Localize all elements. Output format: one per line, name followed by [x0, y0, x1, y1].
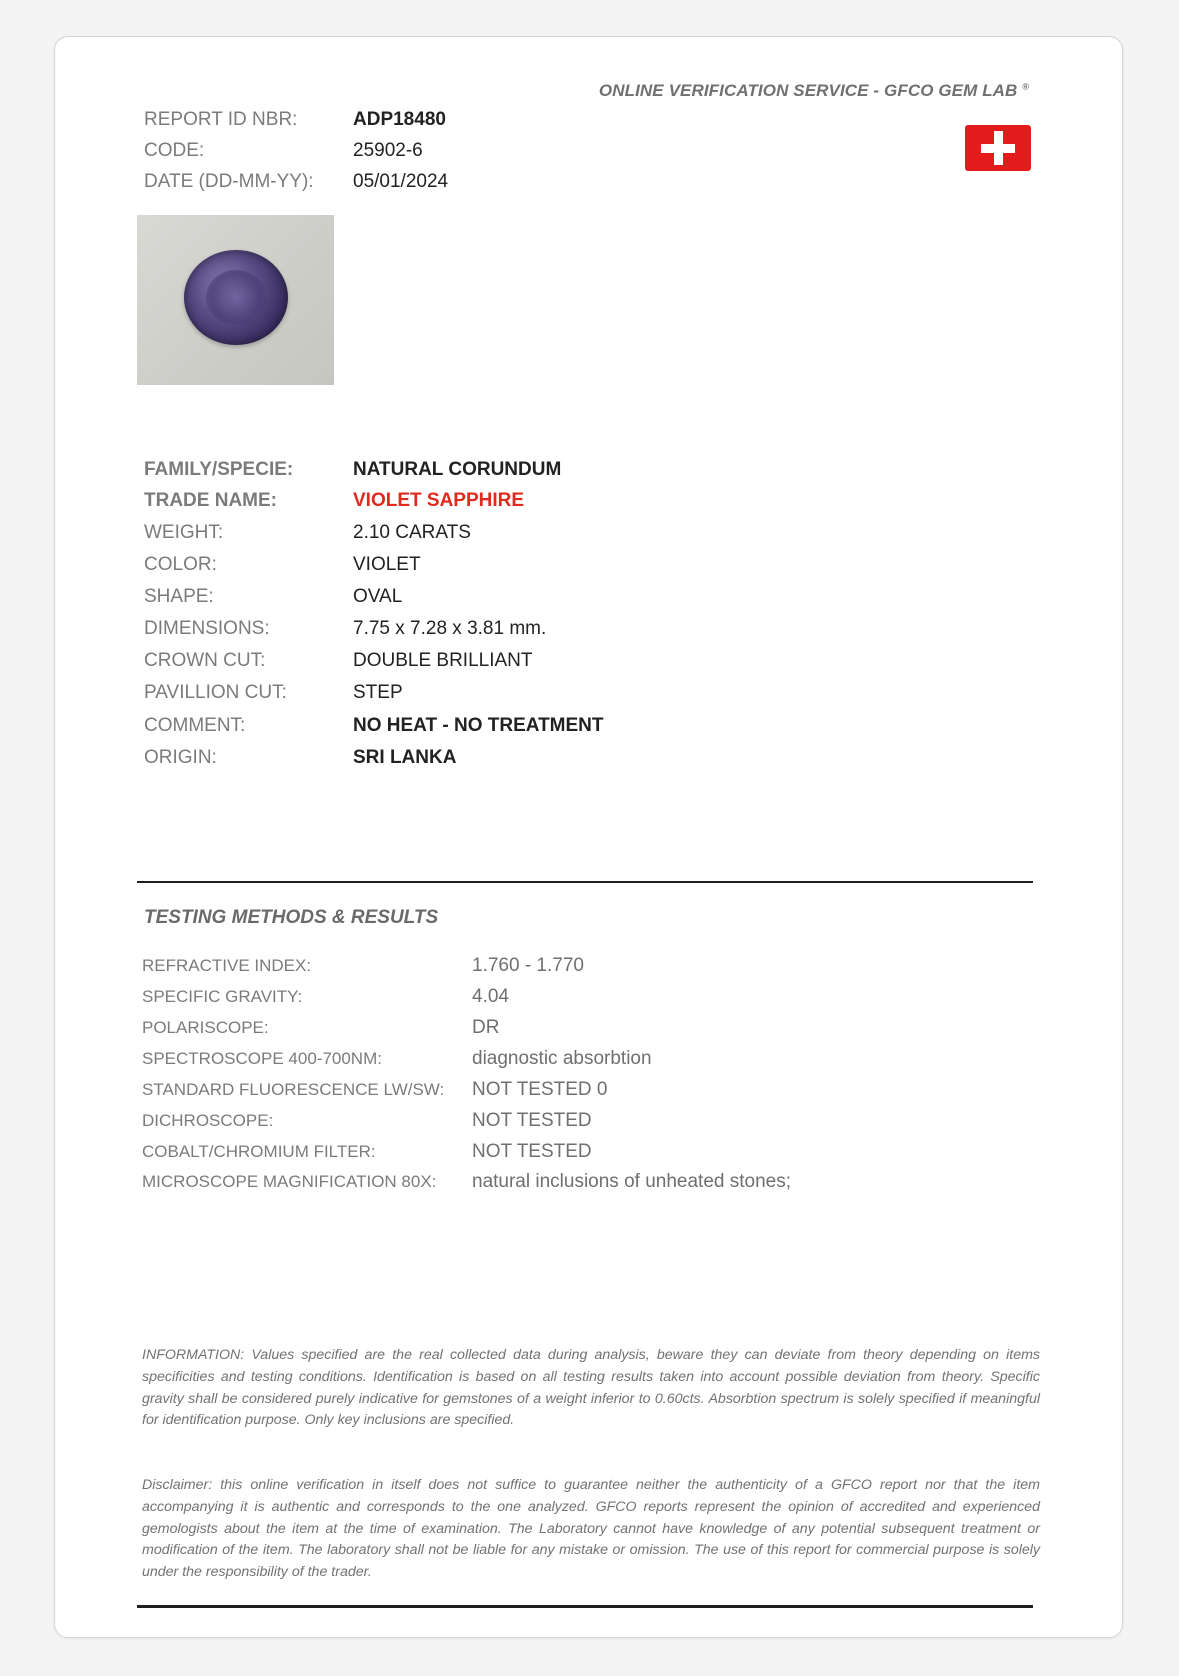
disclaimer-note: Disclaimer: this online verification in itself does not suffice to guarantee neither the authenticity of a GFCO report nor that the item accompanying it is authentic and corresponds to the one analyzed. GFCO reports represent the opinion of accredited and experienced gemologists about the item at the time of examination. The Laboratory cannot have knowledge of any potential subsequent treatment or modification of the item. The laboratory shall not be liable for any mistake or omission. The use of this report for commercial purpose is solely under the responsibility of the trader. [142, 1477, 1040, 1581]
spec-row-color [144, 554, 421, 576]
spec-value: NATURAL CORUNDUM [353, 459, 562, 480]
test-value: 1.760 - 1.770 [472, 955, 584, 976]
report-id-row [144, 109, 446, 131]
code-value: 25902-6 [353, 140, 423, 161]
report-id-label: REPORT ID NBR: [144, 109, 298, 130]
testing-section-title: TESTING METHODS & RESULTS [144, 907, 439, 928]
test-value: NOT TESTED [472, 1141, 592, 1162]
test-row [142, 1110, 592, 1132]
gemstone-photo [137, 215, 334, 385]
gemstone-icon [184, 250, 288, 345]
test-label: SPECTROSCOPE 400-700NM: [142, 1049, 382, 1068]
test-row [142, 955, 584, 977]
registered-mark: ® [1022, 81, 1029, 92]
spec-label: ORIGIN: [144, 747, 217, 768]
spec-label: CROWN CUT: [144, 650, 266, 671]
section-divider [137, 881, 1033, 883]
date-row [144, 171, 448, 193]
test-label: REFRACTIVE INDEX: [142, 956, 312, 975]
test-row [142, 1048, 652, 1070]
spec-label: COLOR: [144, 554, 217, 575]
spec-value: VIOLET SAPPHIRE [353, 490, 525, 511]
spec-row-family [144, 459, 561, 481]
header-title: ONLINE VERIFICATION SERVICE - GFCO GEM LAB [598, 81, 1018, 100]
test-value: natural inclusions of unheated stones; [472, 1171, 791, 1192]
test-label: SPECIFIC GRAVITY: [142, 987, 303, 1006]
code-row [144, 140, 423, 162]
spec-row-trade-name [144, 490, 524, 512]
spec-label: TRADE NAME: [144, 490, 277, 511]
footer-divider [137, 1605, 1033, 1608]
report-page [54, 36, 1123, 1638]
spec-row-shape [144, 586, 402, 608]
swiss-flag-icon [965, 125, 1031, 171]
test-label: POLARISCOPE: [142, 1018, 269, 1037]
test-value: NOT TESTED 0 [472, 1079, 608, 1100]
test-label: MICROSCOPE MAGNIFICATION 80X: [142, 1172, 437, 1191]
spec-row-dimensions [144, 618, 546, 640]
report-id-value: ADP18480 [353, 109, 446, 130]
spec-label: DIMENSIONS: [144, 618, 270, 639]
test-row [142, 1017, 499, 1039]
date-label: DATE (DD-MM-YY): [144, 171, 314, 192]
test-label: STANDARD FLUORESCENCE LW/SW: [142, 1080, 445, 1099]
spec-value: DOUBLE BRILLIANT [353, 650, 533, 671]
spec-label: COMMENT: [144, 715, 246, 736]
test-label: COBALT/CHROMIUM FILTER: [142, 1142, 376, 1161]
spec-row-crown-cut [144, 650, 533, 672]
spec-value: VIOLET [353, 554, 421, 575]
spec-value: NO HEAT - NO TREATMENT [353, 715, 604, 736]
spec-value: 2.10 CARATS [353, 522, 471, 543]
spec-row-origin [144, 747, 456, 769]
test-value: DR [472, 1017, 500, 1038]
test-value: 4.04 [472, 986, 509, 1007]
test-row [142, 1141, 592, 1163]
spec-row-weight [144, 522, 471, 544]
date-value: 05/01/2024 [353, 171, 449, 192]
test-row [142, 986, 509, 1008]
spec-label: WEIGHT: [144, 522, 224, 543]
spec-value: 7.75 x 7.28 x 3.81 mm. [353, 618, 547, 639]
spec-label: FAMILY/SPECIE: [144, 459, 294, 480]
spec-row-comment [144, 715, 604, 737]
test-value: NOT TESTED [472, 1110, 592, 1131]
test-value: diagnostic absorbtion [472, 1048, 652, 1069]
test-row [142, 1171, 791, 1193]
spec-row-pavillion-cut [144, 682, 403, 704]
test-row [142, 1079, 608, 1101]
page-header [599, 81, 1029, 101]
spec-value: SRI LANKA [353, 747, 457, 768]
code-label: CODE: [144, 140, 205, 161]
test-label: DICHROSCOPE: [142, 1111, 274, 1130]
spec-value: STEP [353, 682, 403, 703]
spec-value: OVAL [353, 586, 403, 607]
spec-label: SHAPE: [144, 586, 214, 607]
information-note: INFORMATION: Values specified are the real collected data during analysis, beware they can deviate from theory depending on items specificities and testing conditions. Identification is based on all testing results taken into account possible deviation from theory. Specific gravity shall be considered purely indicative for gemstones of a weight inferior to 0.60cts. Absorbtion spectrum is solely specified if meaningful for identification purpose. Only key inclusions are specified. [142, 1347, 1040, 1429]
spec-label: PAVILLION CUT: [144, 682, 287, 703]
